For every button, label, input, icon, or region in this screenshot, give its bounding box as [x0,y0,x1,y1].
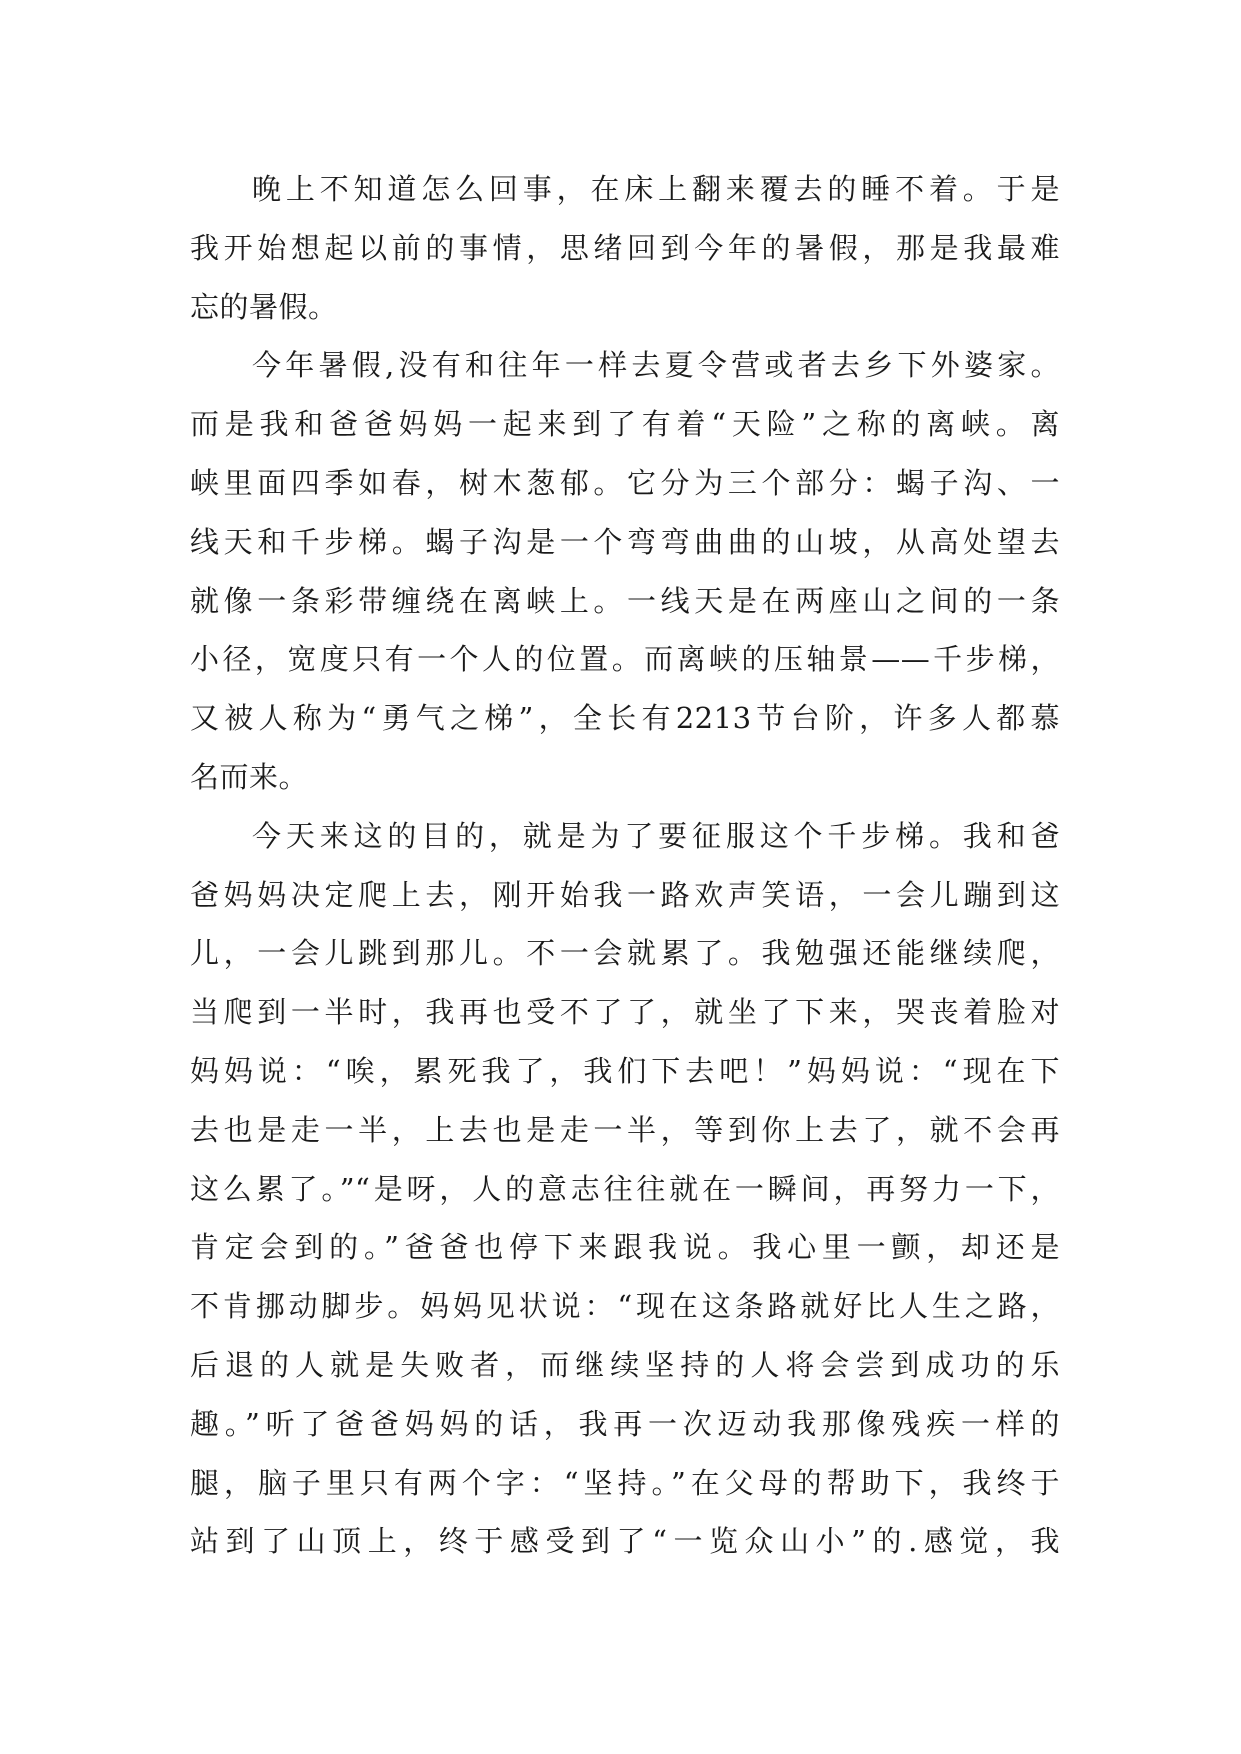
text-line: 就像一条彩带缠绕在离峡上。一线天是在两座山之间的一条 [190,583,1060,618]
text-line: 我开始想起以前的事情，思绪回到今年的暑假，那是我最难 [190,230,1060,265]
text-line: 爸妈妈决定爬上去，刚开始我一路欢声笑语，一会儿蹦到这 [190,877,1060,912]
text-line: 当爬到一半时，我再也受不了了，就坐了下来，哭丧着脸对 [190,995,1060,1030]
text-line: 晚上不知道怎么回事，在床上翻来覆去的睡不着。于是 [252,172,1060,206]
text-line: 儿，一会儿跳到那儿。不一会就累了。我勉强还能继续爬， [190,936,1060,971]
text-line: 去也是走一半，上去也是走一半，等到你上去了，就不会再 [190,1112,1060,1147]
text-line: 不肯挪动脚步。妈妈见状说：“现在这条路就好比人生之路， [190,1289,1060,1324]
text-line: 今年暑假,没有和往年一样去夏令营或者去乡下外婆家。 [252,348,1060,383]
text-line: 趣。”听了爸爸妈妈的话，我再一次迈动我那像残疾一样的 [190,1406,1060,1441]
text-line: 而是我和爸爸妈妈一起来到了有着“天险”之称的离峡。离 [190,407,1060,442]
text-line: 小径，宽度只有一个人的位置。而离峡的压轴景——千步梯， [190,642,1060,677]
text-line: 名而来。 [190,759,309,794]
text-line: 峡里面四季如春，树木葱郁。它分为三个部分：蝎子沟、一 [190,465,1060,500]
text-line: 又被人称为“勇气之梯”，全长有2213节台阶，许多人都慕 [190,701,1060,736]
text-line: 妈妈说：“唉，累死我了，我们下去吧！”妈妈说：“现在下 [190,1053,1060,1088]
text-line: 线天和千步梯。蝎子沟是一个弯弯曲曲的山坡，从高处望去 [190,524,1060,559]
essay-body [190,160,1060,1571]
text-line: 今天来这的目的，就是为了要征服这个千步梯。我和爸 [252,818,1060,853]
text-line: 肯定会到的。”爸爸也停下来跟我说。我心里一颤，却还是 [190,1230,1060,1265]
text-line: 忘的暑假。 [190,289,338,324]
text-line: 站到了山顶上，终于感受到了“一览众山小”的.感觉，我 [190,1524,1060,1559]
text-line: 腿，脑子里只有两个字：“坚持。”在父母的帮助下，我终于 [190,1465,1060,1500]
text-line: 这么累了。”“是呀，人的意志往往就在一瞬间，再努力一下， [190,1171,1060,1206]
text-line: 后退的人就是失败者，而继续坚持的人将会尝到成功的乐 [190,1347,1060,1382]
